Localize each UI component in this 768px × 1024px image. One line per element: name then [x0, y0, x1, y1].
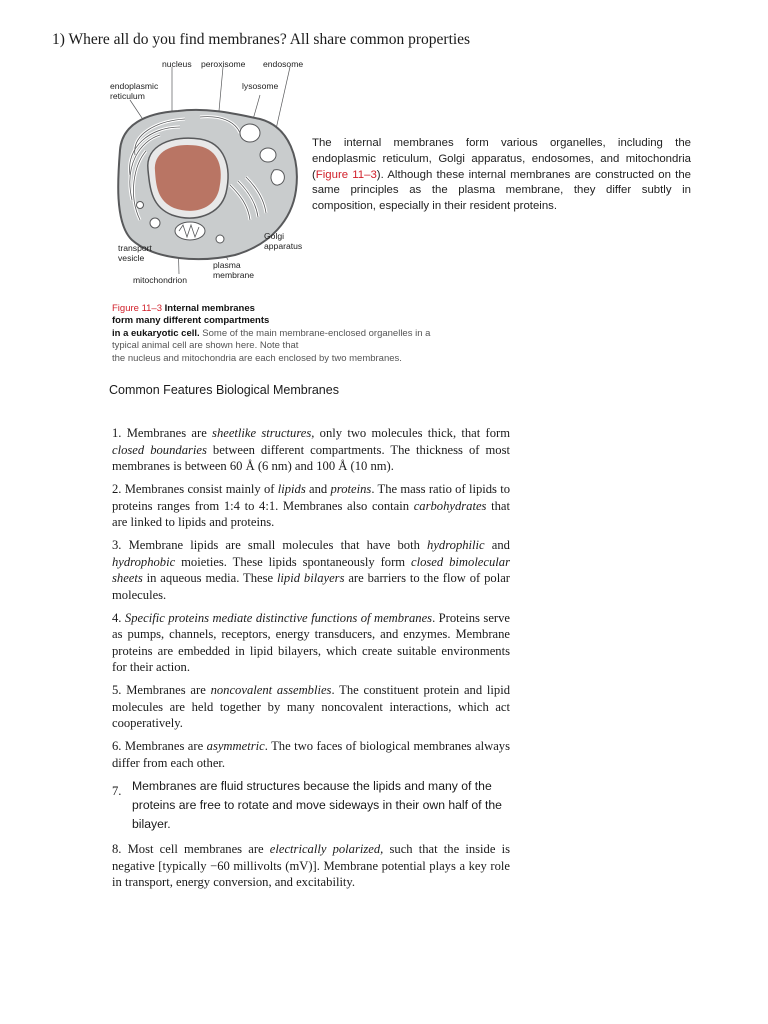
caption-body-line-1: Some of the main membrane-enclosed organelles in a	[202, 327, 431, 339]
caption-body-line-2: typical animal cell are shown here. Note that	[112, 340, 299, 352]
label-endoplasmic-reticulum: endoplasmic reticulum	[110, 81, 159, 101]
figure-caption	[112, 303, 472, 365]
label-nucleus: nucleus	[162, 59, 192, 69]
label-lysosome: lysosome	[242, 81, 279, 91]
label-golgi-apparatus: Golgi apparatus	[264, 231, 303, 251]
feature-item-7-number: 7.	[112, 784, 122, 799]
section-title: Common Features Biological Membranes	[109, 383, 339, 397]
feature-item-8: 8. Most cell membranes are electrically polarized, such that the inside is negative [typically −60 millivolts (mV)]. Membrane potential plays a key role in transport, energy conversion, and excitability.	[112, 842, 510, 890]
cell-diagram-figure	[100, 55, 310, 290]
endosome-shape	[271, 170, 284, 185]
feature-item-2: 2. Membranes consist mainly of lipids and proteins. The mass ratio of lipids to proteins ranges from 1:4 to 4:1. Membranes also contain carbohydrates that are linked to lipids and proteins.	[112, 482, 511, 530]
feature-item-7	[112, 777, 510, 834]
transport-vesicle-shape	[150, 218, 160, 228]
feature-item-3: 3. Membrane lipids are small molecules that have both hydrophilic and hydrophobic moieties. These lipids spontaneously form closed bimolecular sheets in aqueous media. These lipid bilayers are barriers to the flow of polar molecules.	[112, 538, 510, 602]
lysosome-shape	[260, 148, 276, 162]
nucleus-core	[155, 145, 221, 211]
caption-title-line-3: in a eukaryotic cell.	[112, 327, 200, 339]
intro-paragraph	[312, 136, 691, 215]
feature-item-7-text: Membranes are fluid structures because the lipids and many of the proteins are free to rotate and move sideways in their own half of the bilayer.	[132, 779, 502, 832]
intro-text-before: The internal membranes form various organelles, including the endoplasmic reticulum, Golgi apparatus, endosomes, and mitochondria (	[312, 137, 691, 181]
label-peroxisome: peroxisome	[201, 59, 246, 69]
caption-title-line-1: Internal membranes	[164, 303, 255, 314]
feature-item-1: 1. Membranes are sheetlike structures, only two molecules thick, that form closed boundaries between different compartments. The thickness of most membranes is between 60 Å (6 nm) and 100 Å (10 nm).	[112, 426, 510, 473]
label-endosome: endosome	[263, 59, 304, 69]
label-transport-vesicle: transport vesicle	[118, 243, 152, 263]
feature-item-4: 4. Specific proteins mediate distinctive functions of membranes. Proteins serve as pumps, channels, receptors, energy transducers, and enzymes. Membrane proteins are embedded in lipid bilayers, which create suitable environments for their action.	[112, 610, 510, 675]
label-plasma-membrane: plasma membrane	[213, 260, 255, 280]
peroxisome-shape	[240, 124, 260, 142]
question-heading: 1) Where all do you find membranes? All share common properties	[52, 31, 471, 48]
caption-figure-number: Figure 11–3	[112, 303, 162, 314]
feature-item-6: 6. Membranes are asymmetric. The two faces of biological membranes always differ from each other.	[112, 739, 511, 770]
label-mitochondrion: mitochondrion	[133, 275, 187, 285]
features-list	[112, 425, 510, 897]
mitochondrion-shape	[175, 222, 205, 240]
figure-reference-link: Figure 11–3	[315, 168, 377, 181]
feature-item-5: 5. Membranes are noncovalent assemblies. The constituent protein and lipid molecules are held together by many noncovalent interactions, which act cooperatively.	[112, 683, 511, 731]
intro-text-after: ). Although these internal membranes are constructed on the same principles as the plasma membrane, they differ subtly in composition, especially in their resident proteins.	[312, 168, 691, 213]
caption-body-line-3: the nucleus and mitochondria are each enclosed by two membranes.	[112, 352, 402, 364]
caption-title-line-2: form many different compartments	[112, 315, 270, 327]
